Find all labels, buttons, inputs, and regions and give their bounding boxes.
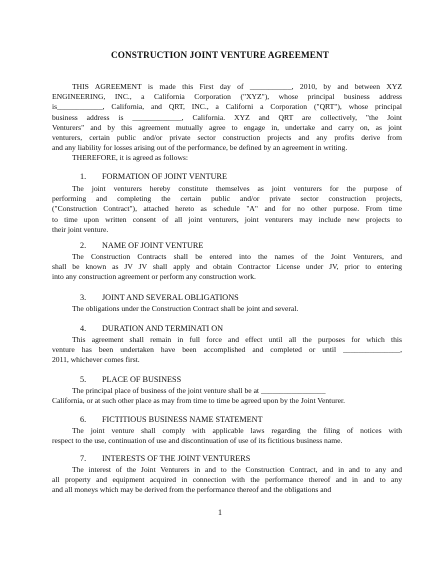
body-line: into any construction agreement or perform any construction work. — [52, 272, 256, 282]
section-number: 2. — [80, 241, 87, 250]
section-heading-6 — [80, 415, 263, 424]
body-line: their joint venture. — [52, 224, 109, 234]
body-line: ("Construction Contract"), attached hereto as schedule "A" and for no other purpose. From time — [52, 204, 402, 214]
section-body-2 — [52, 252, 402, 283]
section-body-1 — [52, 184, 402, 235]
body-line: The joint venture shall comply with applicable laws regarding the filing of notices with — [72, 426, 402, 435]
body-line: venture has been undertaken have been accomplished and completed or until _______________, — [52, 345, 402, 355]
section-body-5 — [52, 386, 402, 406]
therefore-line: THEREFORE, it is agreed as follows: — [72, 153, 189, 163]
intro-paragraph — [52, 82, 402, 164]
body-line: The obligations under the Construction Contract shall be joint and several. — [72, 304, 299, 313]
body-line: This agreement shall remain in full force and effect until all the purposes for which this — [72, 335, 402, 344]
body-line: respect to the use, continuation of use and discontinuation of use of its fictitious business name. — [52, 436, 343, 446]
intro-line: THIS AGREEMENT is made this First day of ___________, 2010, by and between XYZ — [72, 82, 402, 91]
intro-line: Venturers" and by this agreement mutually agree to engage in, undertake and carry on, as joint — [52, 122, 402, 132]
body-line: The joint venturers hereby constitute themselves as joint venturers for the purpose of — [72, 184, 402, 193]
section-heading-1 — [80, 172, 227, 181]
body-line: California, or at such other place as may from time to time be agreed upon by the Joint Venturer. — [52, 396, 345, 406]
intro-line: and any liability for losses arising out of the performance, be defined by an agreement in writing. — [52, 143, 348, 153]
section-title: JOINT AND SEVERAL OBLIGATIONS — [102, 293, 239, 302]
body-line: The interest of the Joint Venturers in and to the Construction Contract, and in and to any and — [72, 465, 402, 474]
section-heading-3 — [80, 293, 239, 302]
section-title: DURATION AND TERMINATI ON — [102, 324, 224, 333]
section-number: 1. — [80, 172, 87, 181]
intro-line: venturers, certain public and/or private sector construction projects and any profits derive from — [52, 133, 402, 143]
intro-line: ENGINEERING, INC., a California Corporation ("XYZ"), whose principal business address — [52, 92, 402, 102]
body-line: to time upon written consent of all joint venturers, joint venturers may include new projects to — [52, 214, 402, 224]
section-heading-2 — [80, 241, 203, 250]
section-title: INTERESTS OF THE JOINT VENTURERS — [102, 454, 251, 463]
section-heading-4 — [80, 324, 223, 333]
section-title: FICTITIOUS BUSINESS NAME STATEMENT — [102, 415, 263, 424]
section-number: 5. — [80, 375, 87, 384]
intro-line: business address is _____________, California. XYZ and QRT are collectively, "the Joint — [52, 112, 402, 122]
section-title: PLACE OF BUSINESS — [102, 375, 182, 384]
section-number: 6. — [80, 415, 87, 424]
page-number: 1 — [218, 508, 222, 517]
body-line: The principal place of business of the joint venture shall be at _________________ — [72, 386, 326, 395]
section-heading-5 — [80, 375, 181, 384]
section-body-3 — [52, 304, 402, 314]
section-number: 3. — [80, 293, 87, 302]
intro-line: is____________, California, and QRT, INC., a Californi a Corporation ("QRT"), whose principal — [52, 102, 402, 112]
section-number: 4. — [80, 324, 87, 333]
body-line: and all moneys which may be derived from the performance thereof and the obligations and — [52, 485, 332, 495]
section-title: NAME OF JOINT VENTURE — [102, 241, 204, 250]
body-line: shall be known as JV JV shall apply and obtain Contractor License under JV, prior to entering — [52, 262, 402, 272]
section-number: 7. — [80, 454, 87, 463]
body-line: all property and equipment acquired in connection with the performance thereof and in and to any — [52, 475, 402, 485]
body-line: The Construction Contracts shall be entered into the names of the Joint Venturers, and — [72, 252, 402, 261]
section-body-4 — [52, 335, 402, 366]
section-title: FORMATION OF JOINT VENTURE — [102, 172, 228, 181]
section-body-6 — [52, 426, 402, 446]
section-heading-7 — [80, 454, 250, 463]
body-line: 2011, whichever comes first. — [52, 355, 140, 365]
document-title: CONSTRUCTION JOINT VENTURE AGREEMENT — [111, 50, 329, 60]
body-line: performing and completing the certain public and/or private sector construction projects, — [52, 194, 402, 204]
section-body-7 — [52, 465, 402, 496]
